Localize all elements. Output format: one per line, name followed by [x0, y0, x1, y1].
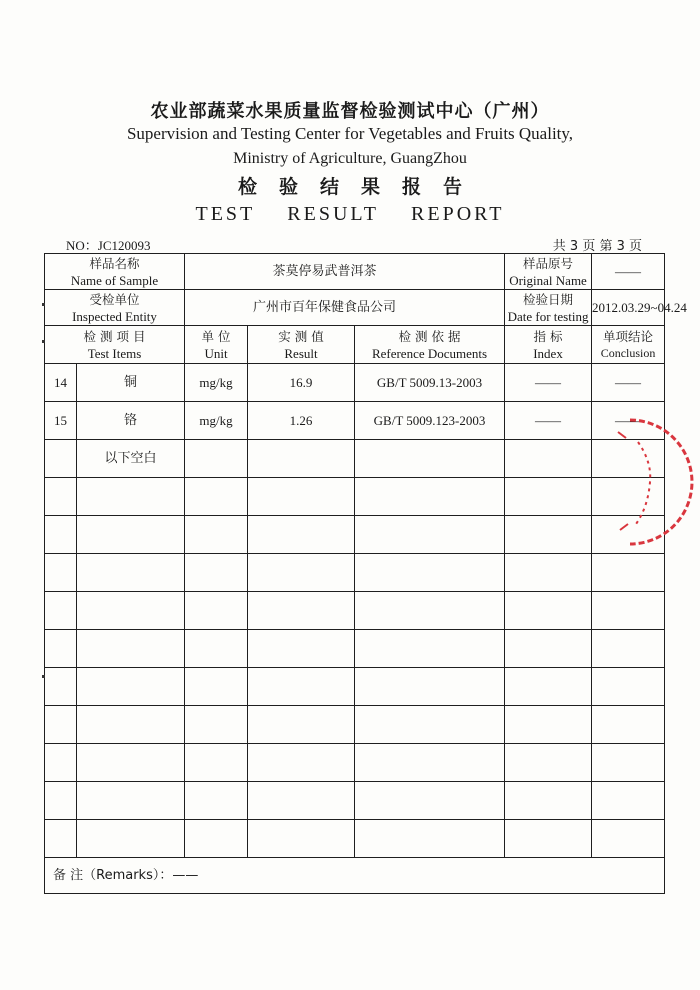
empty-row	[45, 478, 665, 516]
empty-row	[45, 630, 665, 668]
index-cell: ——	[505, 402, 592, 440]
report-number: NO：JC120093	[66, 238, 151, 253]
center-title-en-line2: Ministry of Agriculture, GuangZhou	[233, 150, 467, 167]
result-table	[44, 253, 687, 894]
unit-cell: mg/kg	[185, 364, 248, 402]
empty-row	[45, 554, 665, 592]
col-header-conclusion: 单项结论 Conclusion	[592, 326, 665, 364]
col-header-unit: 单 位 Unit	[185, 326, 248, 364]
remarks-row	[45, 858, 665, 894]
center-title-en-line1: Supervision and Testing Center for Vegetables and Fruits Quality,	[126, 124, 574, 143]
empty-row	[45, 516, 665, 554]
conclusion-cell: ——	[592, 402, 665, 440]
table-row	[45, 402, 665, 440]
blank-below-note: 以下空白	[77, 440, 185, 478]
scan-mark	[42, 675, 45, 678]
reference-cell	[355, 440, 505, 478]
original-name-value: ——	[592, 254, 665, 290]
index-cell: ——	[505, 364, 592, 402]
test-date-label: 检验日期 Date for testing	[505, 290, 592, 326]
table-row	[45, 364, 665, 402]
sample-name-row	[45, 254, 665, 290]
conclusion-cell: ——	[592, 364, 665, 402]
test-item: 铜	[77, 364, 185, 402]
test-date-value: 2012.03.29~04.24	[592, 290, 665, 326]
report-title-word: RESULT	[287, 203, 380, 225]
index-cell	[505, 440, 592, 478]
sample-name-value: 茶莫停易武普洱茶	[185, 254, 505, 290]
sample-name-label: 样品名称 Name of Sample	[45, 254, 185, 290]
result-cell: 1.26	[248, 402, 355, 440]
reference-cell: GB/T 5009.123-2003	[355, 402, 505, 440]
official-seal-stamp	[590, 412, 690, 552]
inspected-entity-value: 广州市百年保健食品公司	[185, 290, 505, 326]
empty-row	[45, 782, 665, 820]
empty-row	[45, 592, 665, 630]
original-name-label: 样品原号 Original Name	[505, 254, 592, 290]
result-cell	[248, 440, 355, 478]
center-title-cn: 农业部蔬菜水果质量监督检验测试中心（广州）	[150, 101, 550, 122]
col-header-test-items: 检 测 项 目 Test Items	[45, 326, 185, 364]
inspected-entity-label: 受检单位 Inspected Entity	[45, 290, 185, 326]
empty-row	[45, 820, 665, 858]
unit-cell: mg/kg	[185, 402, 248, 440]
scan-mark	[42, 303, 45, 306]
report-title-word: TEST	[195, 203, 256, 225]
report-title-word: REPORT	[411, 203, 505, 225]
remarks: 备 注（Remarks）：——	[45, 858, 665, 894]
result-cell: 16.9	[248, 364, 355, 402]
inspected-entity-row	[45, 290, 665, 326]
test-item: 铬	[77, 402, 185, 440]
scan-mark	[42, 340, 45, 343]
report-title-en	[0, 203, 700, 226]
col-header-index: 指 标 Index	[505, 326, 592, 364]
empty-row	[45, 744, 665, 782]
report-title-cn: 检验结果报告	[237, 176, 484, 198]
empty-row	[45, 706, 665, 744]
page-indicator: 共 3 页 第 3 页	[552, 239, 642, 254]
col-header-reference: 检 测 依 据 Reference Documents	[355, 326, 505, 364]
reference-cell: GB/T 5009.13-2003	[355, 364, 505, 402]
column-header-row	[45, 326, 665, 364]
empty-row	[45, 668, 665, 706]
row-number	[45, 440, 77, 478]
row-number: 15	[45, 402, 77, 440]
row-number: 14	[45, 364, 77, 402]
col-header-result: 实 测 值 Result	[248, 326, 355, 364]
table-row	[45, 440, 665, 478]
unit-cell	[185, 440, 248, 478]
